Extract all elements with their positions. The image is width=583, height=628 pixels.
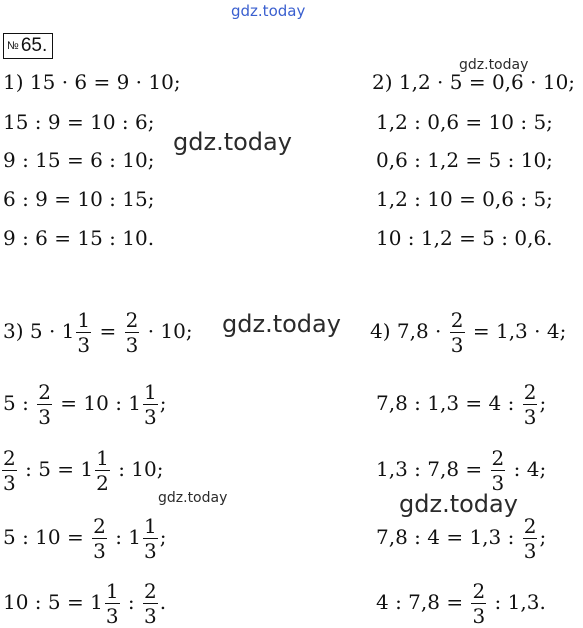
task-number: 65. — [20, 35, 48, 57]
watermark: gdz.today — [399, 490, 518, 518]
p2-line-5: 10 : 1,2 = 5 : 0,6. — [376, 226, 553, 250]
fraction: $\frac{2}{3}$ — [523, 514, 537, 563]
fraction: $\frac{1}{3}$ — [144, 514, 157, 563]
p3-line-5: 10 : 5 = 1 $\frac{1}{3}$ : $\frac{2}{3}$ . — [3, 579, 167, 628]
p1-line-1: 1) 15 · 6 = 9 · 10; — [3, 70, 181, 94]
number-sign: № — [7, 40, 19, 52]
watermark-top: gdz.today — [231, 2, 306, 20]
watermark: gdz.today — [222, 310, 341, 338]
p4-line-5: 4 : 7,8 = $\frac{2}{3}$ : 1,3. — [376, 579, 546, 628]
watermark: gdz.today — [173, 128, 292, 156]
p1-line-2: 15 : 9 = 10 : 6; — [3, 110, 155, 134]
fraction: $\frac{2}{3}$ — [491, 446, 505, 495]
p2-line-1: 2) 1,2 · 5 = 0,6 · 10; — [372, 70, 576, 94]
watermark: gdz.today — [459, 57, 529, 73]
fraction: $\frac{2}{3}$ — [450, 308, 464, 357]
p4-line-4: 7,8 : 4 = 1,3 : $\frac{2}{3}$ ; — [376, 514, 547, 563]
fraction: $\frac{2}{3}$ — [3, 446, 16, 495]
task-number-box — [3, 33, 53, 59]
p1-line-3: 9 : 15 = 6 : 10; — [3, 148, 155, 172]
p3-line-2: 5 : $\frac{2}{3}$ = 10 : 1 $\frac{1}{3}$ ; — [3, 380, 167, 429]
p4-line-3: 1,3 : 7,8 = $\frac{2}{3}$ : 4; — [376, 446, 547, 495]
watermark: gdz.today — [158, 490, 228, 506]
p1-line-4: 6 : 9 = 10 : 15; — [3, 187, 155, 211]
fraction: $\frac{2}{3}$ — [93, 514, 106, 563]
p4-line-2: 7,8 : 1,3 = 4 : $\frac{2}{3}$ ; — [376, 380, 547, 429]
p3-line-4: 5 : 10 = $\frac{2}{3}$ : 1 $\frac{1}{3}$ ; — [3, 514, 167, 563]
p2-line-4: 1,2 : 10 = 0,6 : 5; — [376, 187, 553, 211]
fraction: $\frac{2}{3}$ — [125, 308, 139, 357]
fraction: $\frac{1}{3}$ — [144, 380, 157, 429]
p1-line-5: 9 : 6 = 15 : 10. — [3, 226, 155, 250]
fraction: $\frac{2}{3}$ — [38, 380, 51, 429]
fraction: $\frac{1}{3}$ — [77, 308, 91, 357]
p4-line-1: 4) 7,8 · $\frac{2}{3}$ = 1,3 · 4; — [370, 308, 567, 357]
p2-line-3: 0,6 : 1,2 = 5 : 10; — [376, 148, 553, 172]
p3-line-3: $\frac{2}{3}$ : 5 = 1 $\frac{1}{2}$ : 10; — [3, 446, 164, 495]
fraction: $\frac{1}{2}$ — [96, 446, 109, 495]
p3-line-1: 3) 5 · 1 $\frac{1}{3}$ = $\frac{2}{3}$ · 10; — [3, 308, 193, 357]
fraction: $\frac{2}{3}$ — [523, 380, 537, 429]
fraction: $\frac{2}{3}$ — [144, 579, 157, 628]
fraction: $\frac{1}{3}$ — [105, 579, 119, 628]
p2-line-2: 1,2 : 0,6 = 10 : 5; — [376, 110, 553, 134]
fraction: $\frac{2}{3}$ — [472, 579, 486, 628]
